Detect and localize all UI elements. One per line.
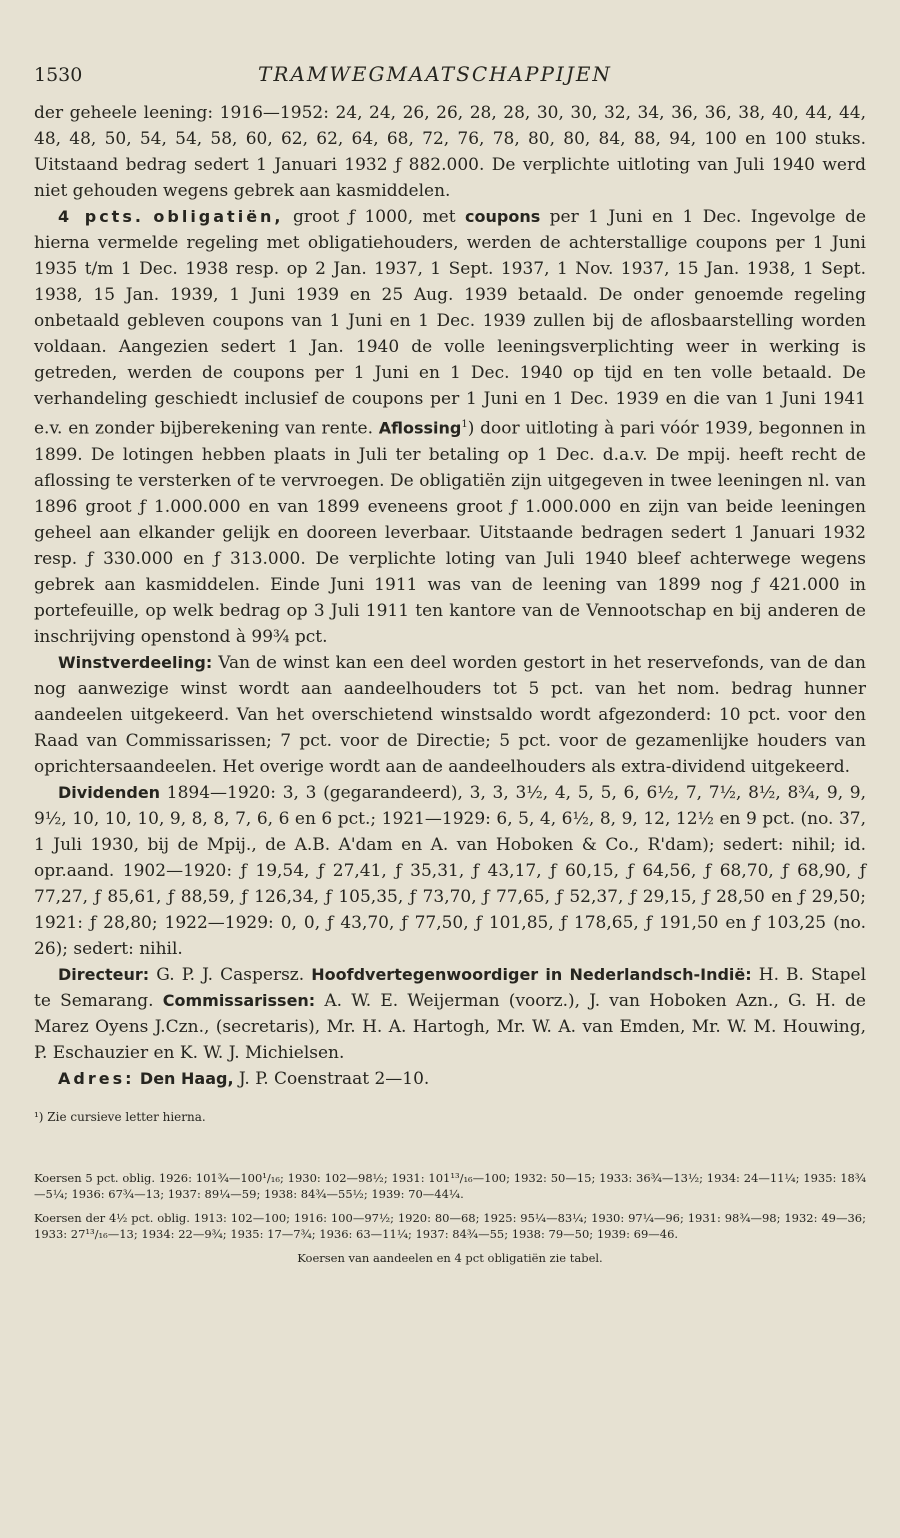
koersen-5-pct: Koersen 5 pct. oblig. 1926: 101¾—100¹/₁₆; 1930: 102—98½; 1931: 101¹³/₁₆—100; 1932: 50—15; 1933: 36¾—13½; 1934: 24—11¼; 1935: 18¾—5¼; 1936: 67¾—13; 1937: 89¼—59; 1938: 84¾—55½; 1939: 70—44¼. xyxy=(34,1170,866,1201)
text-winstverdeeling: Van de winst kan een deel worden gestort in het reservefonds, van de dan nog aanwezige winst wordt aan aandeelhouders tot 5 pct. van het nom. bedrag hunner aandeelen uitgekeerd. Van het overschietend winstsaldo wordt afgezonderd: 10 pct. voor den Raad van Commissarissen; 7 pct. voor de Directie; 5 pct. voor de gezamenlijke houders van oprichtersaandeelen. Het overige wordt aan de aandeelhouders als extra-dividend uitgekeerd. xyxy=(34,652,866,777)
page-number: 1530 xyxy=(34,64,83,86)
text-obligaties-2: per 1 Juni en 1 Dec. Ingevolge de hierna vermelde regeling met obligatiehouders, werden de achterstallige coupons per 1 Juni 1935 t/m 1 Dec. 1938 resp. op 2 Jan. 1937, 1 Sept. 1937, 1 Nov. 1937, 15 Jan. 1938, 1 Sept. 1938, 15 Jan. 1939, 1 Juni 1939 en 25 Aug. 1939 betaald. De onder genoemde regeling onbetaald gebleven coupons van 1 Juni en 1 Dec. 1939 zullen bij de aflosbaarstelling worden voldaan. Aangezien sedert 1 Jan. 1940 de volle leeningsverplichting weer in werking is getreden, werden de coupons per 1 Juni en 1 Dec. 1940 op tijd en ten volle betaald. De verhandeling geschiedt inclusief de coupons per 1 Juni en 1 Dec. 1939 en die van 1 Juni 1941 e.v. en zonder bijberekening van rente. xyxy=(34,207,867,439)
text-hoofdvertegenwoordiger: H. B. Stapel te Semarang. xyxy=(34,964,867,1011)
label-adres: Adres: xyxy=(58,1068,135,1088)
paragraph-leening: der geheele leening: 1916—1952: 24, 24, 26, 26, 28, 28, 30, 30, 32, 34, 36, 36, 38, 40, 44, 44, 48, 48, 50, 54, 54, 58, 60, 62, 62, 64, 68, 72, 76, 78, 80, 80, 84, 88, 94, 100 en 100 stuks. Uitstaand bedrag sedert 1 Januari 1932 ƒ 882.000. De verplichte uitloting van Juli 1940 werd niet gehouden wegens gebrek aan kasmiddelen. xyxy=(34,103,866,201)
text-adres: J. P. Coenstraat 2—10. xyxy=(233,1068,430,1089)
label-obligatien: obligatiën, xyxy=(153,207,284,226)
footnote-marker: 1 xyxy=(461,419,468,430)
label-commissarissen: Commissarissen: xyxy=(162,990,316,1010)
label-4-pcts: 4 pcts. xyxy=(58,207,144,226)
paragraph-adres xyxy=(34,1066,866,1092)
text-obligaties-3: ) door uitloting à pari vóór 1939, begonnen in 1899. De lotingen hebben plaats in Juli ter betaling op 1 Dec. d.a.v. De mpij. heeft recht de aflossing te versterken of te vervroegen. De obligatiën zijn uitgegeven in twee leeningen nl. van 1896 groot ƒ 1.000.000 en van 1899 eveneens groot ƒ 1.000.000 en zijn van beide leeningen geheel aan elkander gelijk en dooreen leverbaar. Uitstaande bedragen sedert 1 Januari 1932 resp. ƒ 330.000 en ƒ 313.000. De verplichte loting van Juli 1940 bleef achterwege wegens gebrek aan kasmiddelen. Einde Juni 1911 was van de leening van 1899 nog ƒ 421.000 in portefeuille, op welk bedrag op 3 Juli 1911 ten kantore van de Vennootschap en bij anderen de inschrijving openstond à 99¾ pct. xyxy=(34,418,866,647)
label-coupons: coupons xyxy=(465,207,541,226)
label-dividenden: Dividenden xyxy=(58,782,161,802)
paragraph-bestuur xyxy=(34,962,866,1066)
text-commissarissen: A. W. E. Weijerman (voorz.), J. van Hoboken Azn., G. H. de Marez Oyens J.Czn., (secretaris), Mr. H. A. Hartogh, Mr. W. A. van Emden, Mr. W. M. Houwing, P. Eschauzier en K. W. J. Michielsen. xyxy=(34,990,866,1063)
text-obligaties-1: groot ƒ 1000, met xyxy=(283,207,465,227)
koersen-tabel-note: Koersen van aandeelen en 4 pct obligatiën zie tabel. xyxy=(297,1250,603,1265)
label-winstverdeeling: Winstverdeeling: xyxy=(58,652,213,672)
label-den-haag: Den Haag, xyxy=(139,1068,234,1088)
running-title: TRAMWEGMAATSCHAPPIJEN xyxy=(258,62,612,86)
paragraph-dividenden xyxy=(34,780,866,962)
label-aflossing: Aflossing xyxy=(378,418,462,438)
koersen-4-half-pct: Koersen der 4½ pct. oblig. 1913: 102—100; 1916: 100—97½; 1920: 80—68; 1925: 95¼—83¼; 1930: 97¼—96; 1931: 98¾—98; 1932: 49—36; 1933: 27¹³/₁₆—13; 1934: 22—9¾; 1935: 17—7¾; 1936: 63—11¼; 1937: 84¾—55; 1938: 79—50; 1939: 69—46. xyxy=(34,1210,866,1241)
text-directeur: G. P. J. Caspersz. xyxy=(149,964,312,985)
body-text xyxy=(34,100,866,1092)
label-hoofdvertegenwoordiger: Hoofdvertegenwoordiger in Nederlandsch-Indië: xyxy=(311,964,752,984)
footnote: ¹) Zie cursieve letter hierna. xyxy=(34,1109,206,1124)
page-header xyxy=(34,62,866,86)
label-directeur: Directeur: xyxy=(58,964,150,984)
koersen-block xyxy=(34,1170,866,1266)
paragraph-obligaties xyxy=(34,204,866,650)
text-dividenden: 1894—1920: 3, 3 (gegarandeerd), 3, 3, 3½, 4, 5, 5, 6, 6½, 7, 7½, 8½, 8¾, 9, 9, 9½, 10, 10, 10, 9, 8, 8, 7, 6, 6 en 6 pct.; 1921—1929: 6, 5, 4, 6½, 8, 9, 12, 12½ en 9 pct. (no. 37, 1 Juli 1930, bij de Mpij., de A.B. A'dam en A. van Hoboken & Co., R'dam); sedert: nihil; id. opr.aand. 1902—1920: ƒ 19,54, ƒ 27,41, ƒ 35,31, ƒ 43,17, ƒ 60,15, ƒ 64,56, ƒ 68,70, ƒ 68,90, ƒ 77,27, ƒ 85,61, ƒ 88,59, ƒ 126,34, ƒ 105,35, ƒ 73,70, ƒ 77,65, ƒ 52,37, ƒ 29,15, ƒ 28,50 en ƒ 29,50; 1921: ƒ 28,80; 1922—1929: 0, 0, ƒ 43,70, ƒ 77,50, ƒ 101,85, ƒ 178,65, ƒ 191,50 en ƒ 103,25 (no. 26); sedert: nihil. xyxy=(34,782,866,959)
paragraph-winstverdeeling xyxy=(34,650,866,780)
